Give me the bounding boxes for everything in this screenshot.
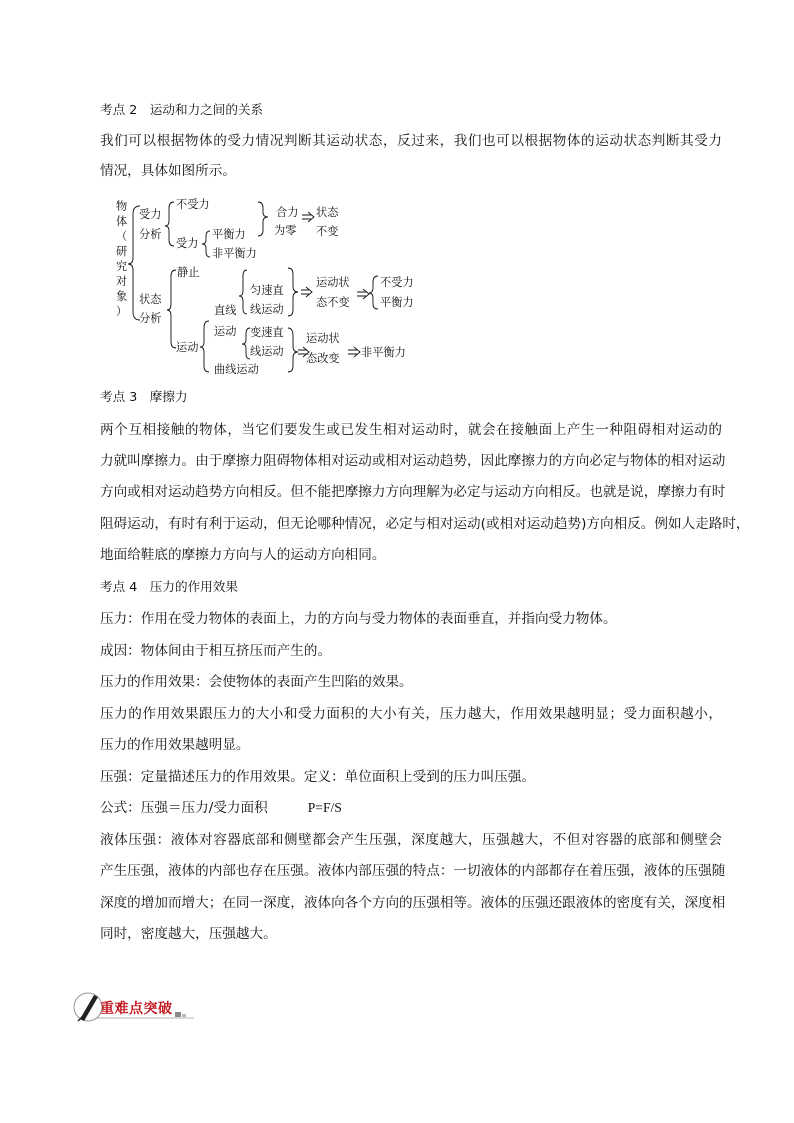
paragraph-line: 压力的作用效果越明显。 [100, 737, 250, 753]
diagram-label: 为零 [274, 224, 297, 237]
double-arrow [302, 212, 314, 222]
root-char: 象 [116, 290, 128, 303]
brace-result [369, 276, 378, 309]
diagram-label: 态改变 [306, 352, 340, 365]
brace-straight [242, 328, 250, 359]
paragraph-line: 产生压强，液体的内部也存在压强。液体内部压强的特点：一切液体的内部都存在着压强，液体的压强随 [100, 863, 726, 879]
root-char: ） [116, 305, 128, 318]
section-heading-4: 考点 4 压力的作用效果 [100, 579, 238, 594]
paragraph-line: 成因：物体间由于相互挤压而产生的。 [100, 643, 332, 659]
diagram-label: 不变 [316, 225, 339, 238]
diagram-label: 分析 [139, 312, 162, 325]
diagram-label: 直线 [214, 304, 237, 317]
root-char: 研 [116, 245, 128, 258]
diagram-label: 运动 [176, 341, 199, 354]
diagram-label: 不受力 [176, 198, 210, 211]
diagram-label: 线运动 [250, 303, 284, 316]
root-char: 体 [116, 215, 128, 228]
brace-unchanged [288, 268, 298, 316]
brace-uniform-left [239, 270, 247, 314]
formula-line [100, 798, 342, 818]
root-char: （ [116, 230, 128, 243]
diagram-label: 非平衡力 [212, 247, 257, 260]
section-heading-3: 考点 3 摩擦力 [100, 389, 188, 404]
diagram-label: 平衡力 [380, 296, 414, 309]
diagram-label: 运动状 [316, 276, 350, 289]
formula-text: 公式：压强＝压力/受力面积 [100, 800, 268, 816]
paragraph-line: 深度的增加而增大；在同一深度，液体向各个方向的压强相等。液体的压强还跟液体的密度有关，深度相 [100, 895, 726, 911]
paragraph-line: 情况，具体如图所示。 [100, 163, 236, 179]
diagram-root-label [116, 199, 127, 318]
paragraph-line: 液体压强：液体对容器底部和侧壁都会产生压强，深度越大，压强越大，不但对容器的底部和侧壁会 [100, 832, 722, 848]
diagram-label: 线运动 [250, 345, 284, 358]
paragraph-line: 压力的作用效果：会使物体的表面产生凹陷的效果。 [100, 674, 413, 690]
brace-force [165, 202, 174, 246]
diagram-label: 平衡力 [212, 228, 246, 241]
diagram-label: 分析 [139, 228, 162, 241]
paragraph-line: 压力的作用效果跟压力的大小和受力面积的大小有关，压力越大，作用效果越明显；受力面积越小， [100, 706, 722, 722]
diagram-label: 合力 [276, 206, 299, 219]
paragraph-line: 力就叫摩擦力。由于摩擦力阻碍物体相对运动或相对运动趋势，因此摩擦力的方向必定与物体的相对运动 [100, 453, 726, 469]
arrow-unchanged [301, 287, 312, 297]
paragraph-line: 压强：定量描述压力的作用效果。定义：单位面积上受到的压力叫压强。 [100, 769, 535, 785]
diagram-label: 状态 [139, 293, 162, 306]
section-badge [72, 990, 196, 1024]
brace-moving [200, 321, 209, 372]
formula: P=F/S [307, 800, 342, 815]
diagram-label: 运动 [214, 325, 237, 338]
brace-state [167, 270, 176, 348]
paragraph-line: 压力：作用在受力物体的表面上，力的方向与受力物体的表面垂直，并指向受力物体。 [100, 611, 617, 627]
paragraph-line: 同时，密度越大，压强越大。 [100, 926, 277, 942]
diagram-label: 运动状 [306, 332, 340, 345]
badge-label: 重难点突破 [100, 1001, 173, 1017]
diagram-label: 曲线运动 [214, 363, 259, 376]
diagram-label: 状态 [316, 206, 339, 219]
force-motion-diagram [108, 196, 438, 381]
root-char: 物 [116, 200, 128, 213]
brace-balance [202, 231, 210, 257]
diagram-label: 受力 [139, 208, 162, 221]
diagram-label: 静止 [177, 266, 200, 279]
diagram-label: 非平衡力 [361, 346, 406, 359]
diagram-label: 态不变 [316, 296, 350, 309]
paragraph-line: 两个互相接触的物体，当它们要发生或已发生相对运动时，就会在接触面上产生一种阻碍相对运动的 [100, 422, 722, 438]
paragraph-line: 方向或相对运动趋势方向相反。但不能把摩擦力方向理解为必定与运动方向相反。也就是说，摩擦力有时 [100, 484, 726, 500]
root-char: 究 [116, 260, 128, 273]
paragraph-line: 阻碍运动，有时有利于运动，但无论哪种情况，必定与相对运动(或相对运动趋势)方向相反。例如人走路时， [100, 516, 750, 532]
diagram-label: 变速直 [250, 326, 284, 339]
diagram-label: 匀速直 [250, 284, 284, 297]
arrow-changed-result [348, 347, 360, 357]
paragraph-line: 我们可以根据物体的受力情况判断其运动状态，反过来，我们也可以根据物体的运动状态判断其受力 [100, 133, 722, 149]
diagram-label: 不受力 [380, 276, 414, 289]
brace-changed [288, 328, 298, 372]
arrow-unchanged-result [357, 289, 369, 299]
brace-net-force [258, 202, 268, 236]
root-char: 对 [116, 275, 128, 288]
paragraph-line: 地面给鞋底的摩擦力方向与人的运动方向相同。 [100, 547, 386, 563]
diagram-label: 受力 [176, 237, 199, 250]
section-heading-2: 考点 2 运动和力之间的关系 [100, 102, 264, 117]
